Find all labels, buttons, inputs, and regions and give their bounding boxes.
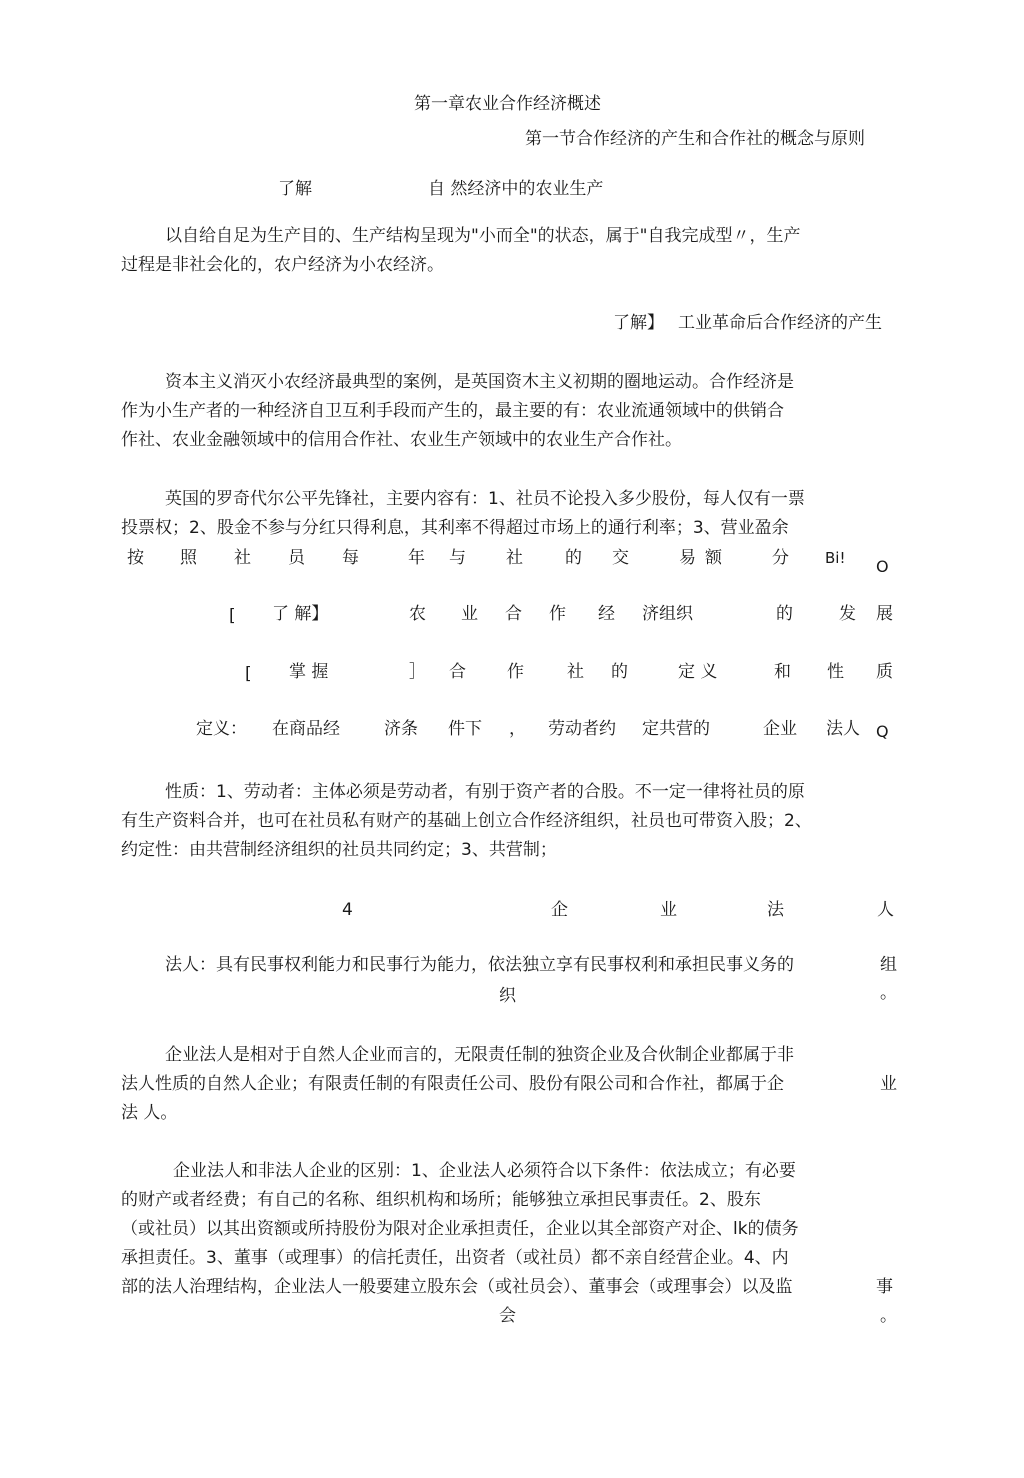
spread-word: O bbox=[876, 557, 889, 576]
spread-word: 分 bbox=[772, 548, 789, 568]
section-heading-word: 了 解】 bbox=[272, 604, 329, 624]
paragraph-tail: 业 bbox=[880, 1074, 897, 1094]
section-heading-word: 质 bbox=[876, 662, 893, 682]
paragraph-tail: 组 bbox=[880, 955, 897, 975]
definition-word: 件下 bbox=[448, 719, 482, 739]
section-heading-word: 农 bbox=[409, 604, 426, 624]
spread-word: 额 bbox=[705, 548, 722, 568]
paragraph-line: 法 人。 bbox=[121, 1103, 178, 1123]
paragraph-line: 承担责任。3、董事（或理事）的信托责任，出资者（或社员）都不亲自经营企业。4、内 bbox=[121, 1248, 789, 1268]
paragraph-line: 约定性：由共营制经济组织的社员共同约定；3、共营制； bbox=[121, 840, 557, 860]
paragraph-line: 以自给自足为生产目的、生产结构呈现为"小而全"的状态，属于"自我完成型〃，生产 bbox=[165, 226, 801, 246]
spread-word: 照 bbox=[180, 548, 197, 568]
spread-word: 社 bbox=[506, 548, 523, 568]
paragraph-continuation: 织 bbox=[499, 986, 516, 1006]
section-heading-word: ］ bbox=[409, 662, 426, 682]
section-heading-word: 掌 握 bbox=[289, 662, 329, 682]
section-heading-word: 性 bbox=[827, 662, 844, 682]
spread-word: 交 bbox=[612, 548, 629, 568]
section-heading-word: 企 bbox=[551, 900, 568, 920]
paragraph-line: 有生产资料合并，也可在社员私有财产的基础上创立合作经济组织，社员也可带资入股；2、 bbox=[121, 811, 812, 831]
section-heading-word: 济组织 bbox=[642, 604, 693, 624]
section-heading-word: 合 bbox=[505, 604, 522, 624]
chapter-title: 第一章农业合作经济概述 bbox=[414, 94, 601, 114]
paragraph-line: 法人：具有民事权利能力和民事行为能力，依法独立享有民事权利和承担民事义务的 bbox=[165, 955, 794, 975]
section-tag: 了解 bbox=[278, 179, 312, 199]
spread-word: 按 bbox=[127, 548, 144, 568]
spread-word: 员 bbox=[288, 548, 305, 568]
section-heading-word: [ bbox=[229, 606, 236, 626]
section-heading-word: 人 bbox=[877, 900, 894, 920]
section-heading: 工业革命后合作经济的产生 bbox=[678, 313, 882, 333]
section-heading-word: 业 bbox=[660, 900, 677, 920]
definition-word: Q bbox=[876, 722, 889, 741]
section-heading-word: 合 bbox=[449, 662, 466, 682]
paragraph-line: 投票权；2、股金不参与分红只得利息，其利率不得超过市场上的通行利率；3、营业盈余 bbox=[121, 518, 789, 538]
paragraph-line: 过程是非社会化的，农户经济为小农经济。 bbox=[121, 255, 444, 275]
section-heading-word: 作 bbox=[507, 662, 524, 682]
definition-word: 法人 bbox=[826, 719, 860, 739]
section-heading-word: 展 bbox=[876, 604, 893, 624]
paragraph-continuation: 会 bbox=[499, 1306, 516, 1326]
paragraph-line: 英国的罗奇代尔公平先锋社，主要内容有：1、社员不论投入多少股份，每人仅有一票 bbox=[165, 489, 805, 509]
definition-word: 劳动者约 bbox=[548, 719, 616, 739]
paragraph-line: 法人性质的自然人企业；有限责任制的有限责任公司、股份有限公司和合作社，都属于企 bbox=[121, 1074, 784, 1094]
section-heading-word: 的 bbox=[776, 604, 793, 624]
section-heading-word: [ bbox=[245, 664, 252, 684]
paragraph-line: 部的法人治理结构，企业法人一般要建立股东会（或社员会）、董事会（或理事会）以及监 bbox=[121, 1277, 793, 1297]
section-heading-word: 发 bbox=[839, 604, 856, 624]
section-heading-word: 定 义 bbox=[678, 662, 718, 682]
paragraph-tail: 。 bbox=[880, 983, 897, 1003]
paragraph-line: 性质：1、劳动者：主体必须是劳动者，有别于资产者的合股。不一定一律将社员的原 bbox=[165, 782, 805, 802]
section-title: 第一节合作经济的产生和合作社的概念与原则 bbox=[525, 129, 865, 149]
paragraph-line: 作为小生产者的一种经济自卫互利手段而产生的，最主要的有：农业流通领域中的供销合 bbox=[121, 401, 784, 421]
spread-word: 易 bbox=[679, 548, 696, 568]
spread-word: Bi! bbox=[825, 549, 846, 567]
paragraph-line: 作社、农业金融领域中的信用合作社、农业生产领域中的农业生产合作社。 bbox=[121, 430, 682, 450]
section-heading-word: 社 bbox=[567, 662, 584, 682]
definition-word: 企业 bbox=[763, 719, 797, 739]
paragraph-line: （或社员）以其出资额或所持股份为限对企业承担责任，企业以其全部资产对企、lk的债务 bbox=[121, 1219, 799, 1239]
paragraph-line: 企业法人和非法人企业的区别：1、企业法人必须符合以下条件：依法成立；有必要 bbox=[173, 1161, 796, 1181]
definition-word: ， bbox=[509, 719, 526, 739]
section-heading: 自 然经济中的农业生产 bbox=[428, 179, 604, 199]
spread-word: 与 bbox=[449, 548, 466, 568]
section-heading-word: 业 bbox=[461, 604, 478, 624]
paragraph-tail: 事 bbox=[876, 1277, 893, 1297]
section-heading-word: 作 bbox=[549, 604, 566, 624]
paragraph-line: 资本主义消灭小农经济最典型的案例，是英国资木主义初期的圈地运动。合作经济是 bbox=[165, 372, 794, 392]
paragraph-line: 的财产或者经费；有自己的名称、组织机构和场所；能够独立承担民事责任。2、股东 bbox=[121, 1190, 761, 1210]
definition-word: 在商品经 bbox=[272, 719, 340, 739]
section-heading-word: 4 bbox=[342, 900, 353, 920]
spread-word: 的 bbox=[565, 548, 582, 568]
section-tag: 了解】 bbox=[613, 313, 664, 333]
spread-word: 每 bbox=[342, 548, 359, 568]
section-heading-word: 的 bbox=[611, 662, 628, 682]
spread-word: 年 bbox=[408, 548, 425, 568]
section-heading-word: 法 bbox=[767, 900, 784, 920]
definition-word: 定义： bbox=[196, 719, 247, 739]
paragraph-tail: 。 bbox=[880, 1306, 897, 1326]
definition-word: 济条 bbox=[384, 719, 418, 739]
spread-word: 社 bbox=[234, 548, 251, 568]
section-heading-word: 经 bbox=[598, 604, 615, 624]
definition-word: 定共营的 bbox=[642, 719, 710, 739]
section-heading-word: 和 bbox=[774, 662, 791, 682]
paragraph-line: 企业法人是相对于自然人企业而言的，无限责任制的独资企业及合伙制企业都属于非 bbox=[165, 1045, 794, 1065]
